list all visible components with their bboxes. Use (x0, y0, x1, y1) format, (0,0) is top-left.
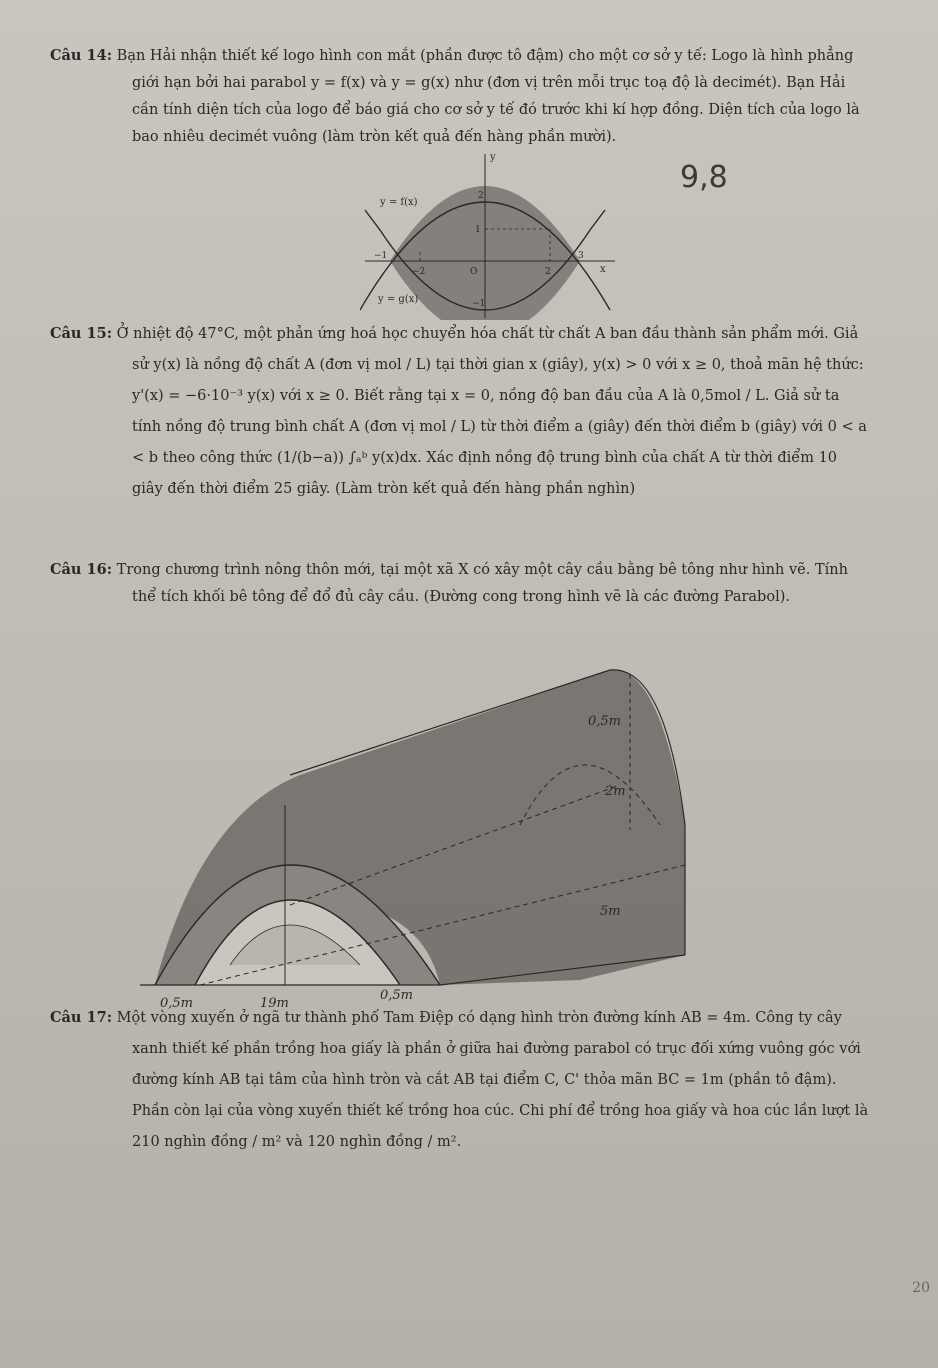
question-17 (50, 1002, 870, 1158)
label-left-thickness: 0,5m (160, 996, 194, 1011)
axis-x-label: x (600, 264, 606, 275)
label-height: 2m (605, 784, 626, 799)
question-14-label: Câu 14: (50, 47, 113, 64)
question-14-text: Bạn Hải nhận thiết kế logo hình con mắt (phần được tô đậm) cho một cơ sở y tế: Logo là hình phẳng giới hạn bởi hai parabol y = f(x) và y = g(x) như (đơn vị trên mỗi trục toạ độ là decimét). Bạn Hải cần tính diện tích của logo để báo giá cho cơ sở y tế đó trước khi kí hợp đồng. Diện tích của logo là bao nhiêu decimét vuông (làm tròn kết quả đến hàng phần mười). (116, 48, 860, 145)
label-span: 19m (260, 996, 289, 1011)
tick-3: 3 (578, 251, 584, 261)
label-top-thickness: 0,5m (588, 714, 622, 729)
question-15-label: Câu 15: (50, 325, 113, 342)
tick-minus1-bottom: −1 (472, 299, 486, 309)
tick-minus2: −2 (412, 267, 426, 277)
question-16-text: Trong chương trình nông thôn mới, tại một xã X có xây một cây cầu bằng bê tông như hình vẽ. Tính thể tích khối bê tông để đổ đủ cây cầu. (Đường cong trong hình vẽ là các đường Parabol). (116, 562, 848, 605)
axis-y-label: y (490, 152, 496, 163)
tick-1: 1 (475, 225, 481, 235)
bridge-figure (140, 665, 700, 1015)
question-17-text: Một vòng xuyến ở ngã tư thành phố Tam Điệp có dạng hình tròn đường kính AB = 4m. Công ty cây xanh thiết kế phần trồng hoa giấy là phần ở giữa hai đường parabol có trục đối xứng vuông góc với đường kính AB tại tâm của hình tròn và cắt AB tại điểm C, C' thỏa mãn BC = 1m (phần tô đậm). Phần còn lại của vòng xuyến thiết kế trồng hoa cúc. Chi phí để trồng hoa giấy và hoa cúc lần lượt là 210 nghìn đồng / m² và 120 nghìn đồng / m². (116, 1010, 869, 1150)
question-16-label: Câu 16: (50, 561, 113, 578)
question-16 (50, 556, 870, 611)
question-14 (50, 42, 870, 151)
tick-2: 2 (478, 191, 484, 201)
tick-minus1-left: −1 (374, 251, 388, 261)
label-right-thickness: 0,5m (380, 988, 414, 1003)
question-15-text: Ở nhiệt độ 47°C, một phản ứng hoá học chuyển hóa chất từ chất A ban đầu thành sản phẩm mới. Giả sử y(x) là nồng độ chất A (đơn vị mol / L) tại thời gian x (giây), y(x) > 0 với x ≥ 0, thoả mãn hệ thức: y'(x) = −6·10⁻³ y(x) với x ≥ 0. Biết rằng tại x = 0, nồng độ ban đầu của A là 0,5mol / L. Giả sử ta tính nồng độ trung bình chất A (đơn vị mol / L) từ thời điểm a (giây) đến thời điểm b (giây) với 0 < a < b theo công thức (1/(b−a)) ∫ₐᵇ y(x)dx. Xác định nồng độ trung bình của chất A từ thời điểm 10 giây đến thời điểm 25 giây. (Làm tròn kết quả đến hàng phần nghìn) (116, 326, 867, 497)
question-17-label: Câu 17: (50, 1009, 113, 1026)
tick-origin: O (470, 267, 478, 277)
label-f: y = f(x) (380, 197, 418, 208)
handwritten-answer: 9,8 (680, 160, 728, 195)
tick-2x: 2 (545, 267, 551, 277)
question-15 (50, 318, 870, 505)
label-g: y = g(x) (378, 294, 419, 305)
logo-graph (360, 150, 620, 320)
page-number: 20 (912, 1280, 930, 1296)
label-depth: 5m (600, 904, 621, 919)
